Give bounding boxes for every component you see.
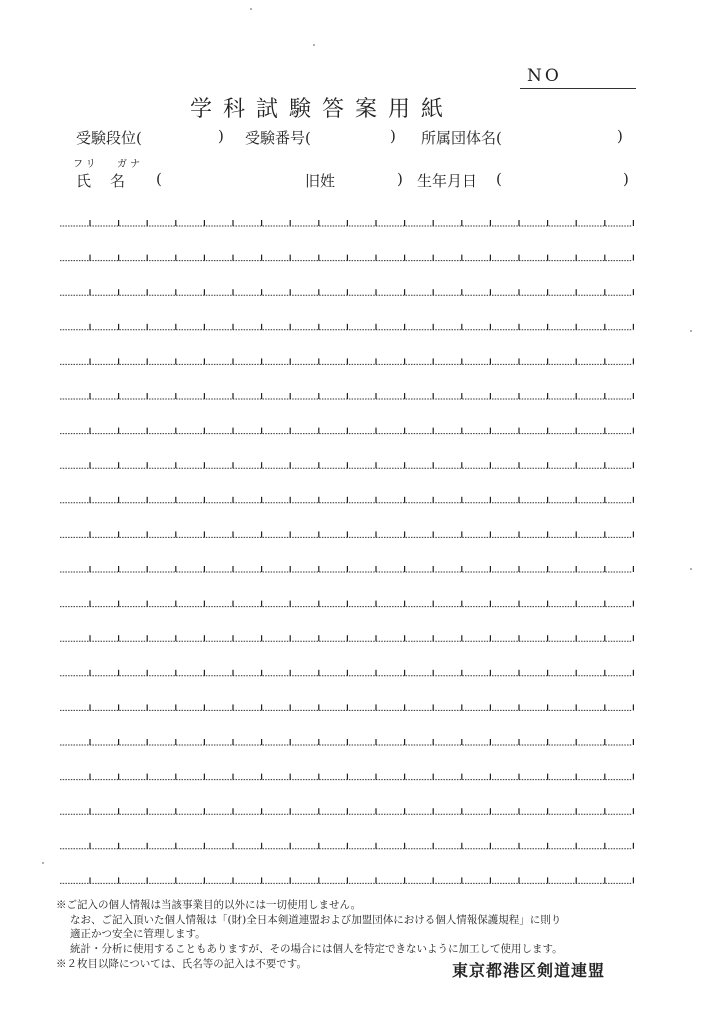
birthdate-field[interactable] xyxy=(508,167,620,189)
organization-name: 東京都港区剣道連盟 xyxy=(452,961,606,980)
note-line-5: ※２枚目以降については、氏名等の記入は不要です。 xyxy=(56,958,307,970)
furigana-label-2: ガナ xyxy=(117,159,143,170)
note-line-4: 統計・分析に使用することもありますが、その場合には個人を特定できないように加工して使用します。 xyxy=(70,943,563,955)
group-label: 所属団体名( xyxy=(421,129,502,147)
birthdate-label: 生年月日 xyxy=(417,172,478,190)
name-label: 氏 名 xyxy=(76,172,128,190)
exam-number-field[interactable] xyxy=(320,124,388,146)
note-line-2: なお、ご記入頂いた個人情報は「(財)全日本剣道連盟および加盟団体における個人情報保護規程」に則り xyxy=(70,914,562,926)
furigana-label-1: フリ xyxy=(73,159,99,170)
maiden-name-field[interactable] xyxy=(342,167,394,189)
number-underline xyxy=(520,88,636,89)
group-field[interactable] xyxy=(512,124,614,146)
name-field[interactable] xyxy=(168,167,296,189)
exam-number-close: ) xyxy=(390,127,396,145)
scan-speck xyxy=(690,568,692,570)
note-line-1: ※ご記入の個人情報は当該事業目的以外には一切使用しません。 xyxy=(56,899,362,911)
note-line-3: 適正かつ安全に管理します。 xyxy=(70,928,206,940)
maiden-name-label: 旧姓 xyxy=(305,172,336,190)
page-title: 学科試験答案用紙 xyxy=(190,97,455,122)
answer-lines-svg xyxy=(58,200,634,900)
scan-speck xyxy=(250,8,252,10)
birthdate-open: ( xyxy=(496,170,502,188)
number-label: NO xyxy=(527,66,562,86)
rank-close: ) xyxy=(218,127,224,145)
rank-field[interactable] xyxy=(158,124,216,146)
answer-lines[interactable] xyxy=(58,200,634,900)
name-close: ) xyxy=(397,170,403,188)
scan-speck xyxy=(690,330,692,332)
scan-speck xyxy=(42,862,44,864)
name-open: ( xyxy=(156,170,162,188)
group-close: ) xyxy=(617,127,623,145)
rank-label: 受験段位( xyxy=(76,129,142,147)
scan-speck xyxy=(313,44,315,46)
birthdate-close: ) xyxy=(623,170,629,188)
exam-number-label: 受験番号( xyxy=(245,129,311,147)
